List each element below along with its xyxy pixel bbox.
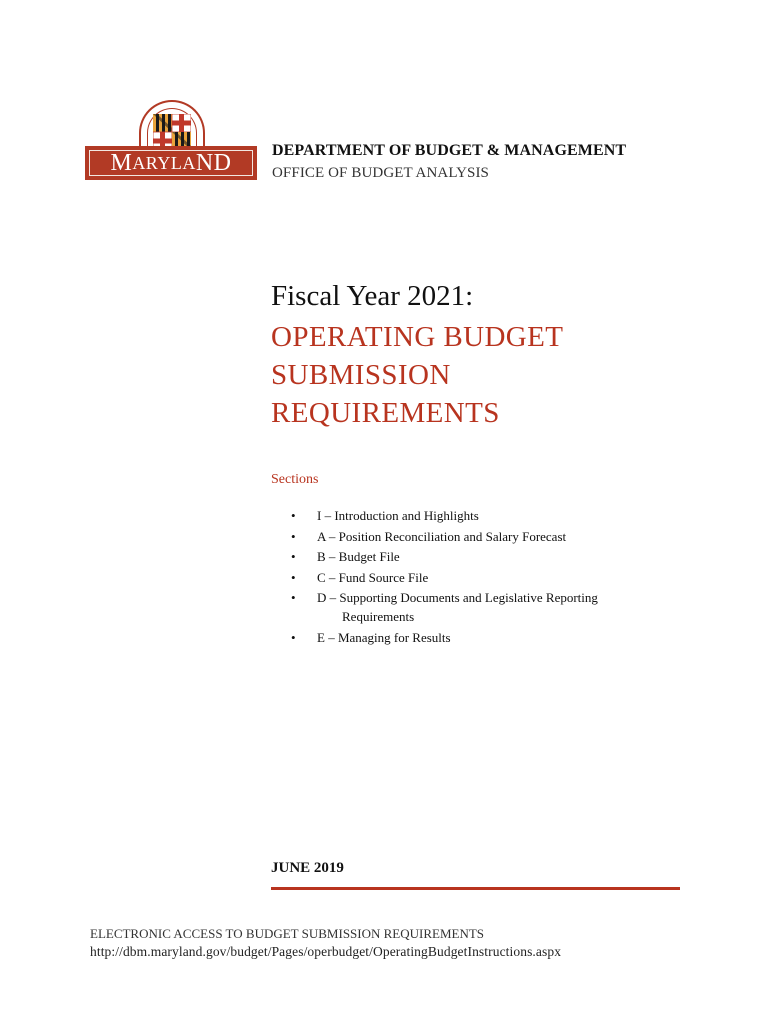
sections-heading: Sections <box>271 472 319 487</box>
logo-wordmark <box>89 150 253 176</box>
bullet-icon: • <box>291 508 296 523</box>
title-line: SUBMISSION <box>271 359 451 391</box>
logo-letters-middle: ARYLA <box>132 153 196 173</box>
sections-list <box>287 506 667 648</box>
section-item-label: I – Introduction and Highlights <box>317 508 479 523</box>
bullet-icon: • <box>291 528 296 544</box>
bullet-icon: • <box>291 629 296 645</box>
logo-letter-m: M <box>110 150 133 176</box>
fiscal-year-heading: Fiscal Year 2021: <box>271 280 474 312</box>
section-item <box>287 628 667 647</box>
bullet-icon: • <box>291 549 296 564</box>
maryland-flag-icon <box>153 114 191 150</box>
section-item-label: C – Fund Source File <box>317 569 429 585</box>
section-item <box>287 588 667 626</box>
section-item <box>287 527 667 546</box>
logo-letter-n: N <box>195 150 214 176</box>
title-line: REQUIREMENTS <box>271 397 500 429</box>
section-item-label-continuation: Requirements <box>342 609 415 624</box>
publication-date: JUNE 2019 <box>271 860 344 876</box>
instructions-url: http://dbm.maryland.gov/budget/Pages/operbudget/OperatingBudgetInstructions.aspx <box>90 944 562 959</box>
logo-arch <box>139 100 205 152</box>
divider <box>271 887 680 890</box>
section-item-label: D – Supporting Documents and Legislative Reporting <box>317 590 598 605</box>
department-name: DEPARTMENT OF BUDGET & MANAGEMENT <box>272 142 627 159</box>
logo-letter-d: D <box>213 150 232 176</box>
bullet-icon: • <box>291 569 296 585</box>
logo-wordmark-bar <box>85 146 257 180</box>
section-item-label: E – Managing for Results <box>317 629 451 645</box>
electronic-access-label: ELECTRONIC ACCESS TO BUDGET SUBMISSION REQUIREMENTS <box>90 926 485 941</box>
section-item <box>287 506 667 525</box>
bullet-icon: • <box>291 590 296 605</box>
maryland-logo <box>85 100 257 182</box>
section-item-label: A – Position Reconciliation and Salary Forecast <box>317 528 567 544</box>
office-name: OFFICE OF BUDGET ANALYSIS <box>272 165 490 181</box>
section-item-label: B – Budget File <box>317 549 400 564</box>
section-item <box>287 568 667 587</box>
document-title <box>271 318 671 432</box>
section-item <box>287 547 667 566</box>
title-line: OPERATING BUDGET <box>271 321 564 353</box>
